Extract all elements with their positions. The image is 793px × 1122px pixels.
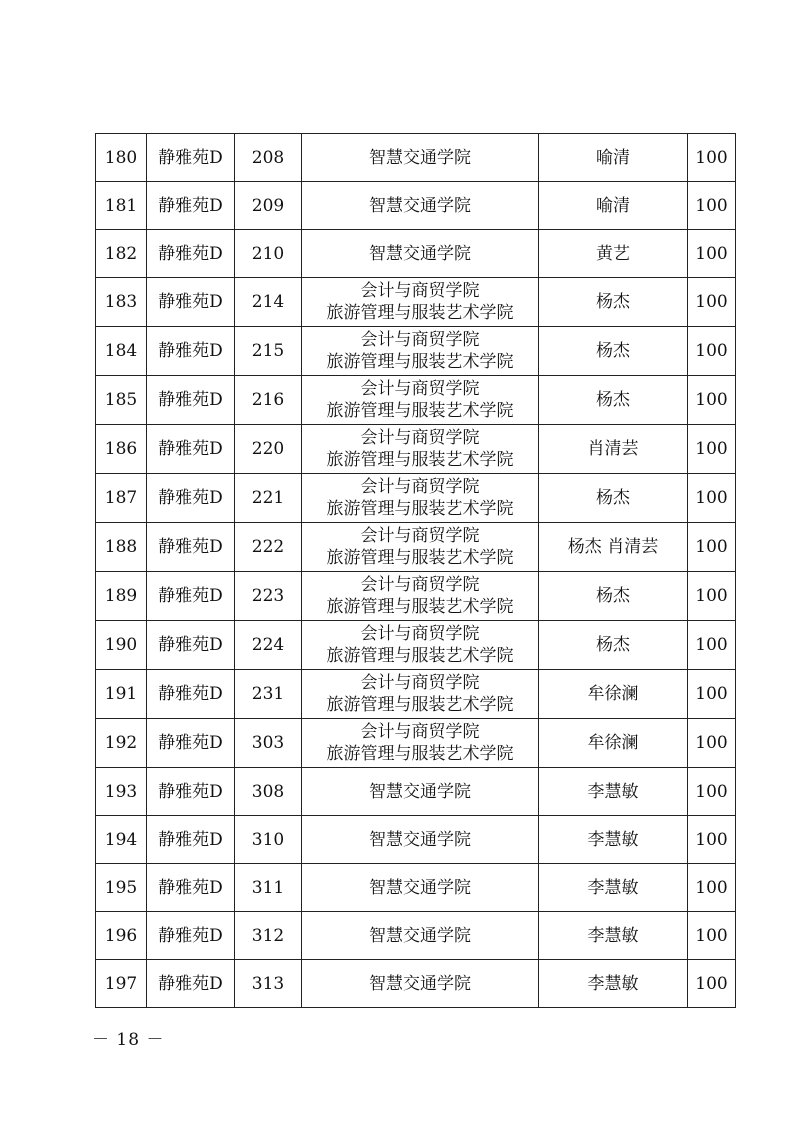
person-in-charge-cell: 杨杰 [539,572,688,621]
room-number-cell: 303 [235,719,302,768]
room-number-cell: 214 [235,278,302,327]
room-number-cell: 222 [235,523,302,572]
score-cell: 100 [688,816,736,864]
college-cell [302,474,539,523]
person-in-charge-cell: 杨杰 [539,621,688,670]
room-number-cell: 310 [235,816,302,864]
score-cell: 100 [688,134,736,182]
room-number-cell: 224 [235,621,302,670]
table-row [96,134,736,182]
score-cell: 100 [688,523,736,572]
college-name: 旅游管理与服装艺术学院 [326,744,514,764]
table-row [96,474,736,523]
row-number-cell: 197 [96,960,147,1008]
table-row [96,719,736,768]
room-number-cell: 220 [235,425,302,474]
table-row [96,182,736,230]
college-cell [302,621,539,670]
building-cell: 静雅苑D [147,960,235,1008]
table-row [96,523,736,572]
score-cell: 100 [688,768,736,816]
college-cell [302,278,539,327]
room-number-cell: 209 [235,182,302,230]
building-cell: 静雅苑D [147,621,235,670]
college-name: 智慧交通学院 [369,781,471,802]
row-number-cell: 185 [96,376,147,425]
row-number-cell: 195 [96,864,147,912]
college-cell [302,134,539,182]
college-cell [302,327,539,376]
person-in-charge-cell: 杨杰 [539,474,688,523]
building-cell: 静雅苑D [147,912,235,960]
room-number-cell: 312 [235,912,302,960]
building-cell: 静雅苑D [147,425,235,474]
table-row [96,670,736,719]
table-row [96,864,736,912]
score-cell: 100 [688,912,736,960]
college-cell [302,572,539,621]
college-name: 旅游管理与服装艺术学院 [326,646,514,666]
room-number-cell: 216 [235,376,302,425]
building-cell: 静雅苑D [147,182,235,230]
person-in-charge-cell: 牟徐澜 [539,670,688,719]
row-number-cell: 181 [96,182,147,230]
college-name: 智慧交通学院 [369,147,471,168]
room-number-cell: 311 [235,864,302,912]
college-cell [302,719,539,768]
room-number-cell: 208 [235,134,302,182]
person-in-charge-cell: 李慧敏 [539,960,688,1008]
college-name: 旅游管理与服装艺术学院 [326,303,514,323]
college-name: 会计与商贸学院 [360,281,480,301]
college-name: 旅游管理与服装艺术学院 [326,450,514,470]
row-number-cell: 180 [96,134,147,182]
person-in-charge-cell: 李慧敏 [539,912,688,960]
table-row [96,621,736,670]
college-cell [302,376,539,425]
college-name: 智慧交通学院 [369,243,471,264]
row-number-cell: 183 [96,278,147,327]
person-in-charge-cell: 杨杰 [539,327,688,376]
college-name: 旅游管理与服装艺术学院 [326,597,514,617]
row-number-cell: 192 [96,719,147,768]
score-cell: 100 [688,278,736,327]
college-cell [302,816,539,864]
college-name: 会计与商贸学院 [360,330,480,350]
room-number-cell: 223 [235,572,302,621]
table-row [96,230,736,278]
college-cell [302,425,539,474]
building-cell: 静雅苑D [147,230,235,278]
room-number-cell: 221 [235,474,302,523]
score-cell: 100 [688,864,736,912]
college-name: 旅游管理与服装艺术学院 [326,695,514,715]
score-cell: 100 [688,572,736,621]
college-name: 会计与商贸学院 [360,575,480,595]
room-number-cell: 231 [235,670,302,719]
score-cell: 100 [688,670,736,719]
row-number-cell: 190 [96,621,147,670]
college-name: 会计与商贸学院 [360,526,480,546]
college-name: 会计与商贸学院 [360,379,480,399]
table-row [96,278,736,327]
score-cell: 100 [688,474,736,523]
row-number-cell: 184 [96,327,147,376]
building-cell: 静雅苑D [147,278,235,327]
score-cell: 100 [688,376,736,425]
college-name: 智慧交通学院 [369,195,471,216]
college-name: 旅游管理与服装艺术学院 [326,499,514,519]
college-cell [302,912,539,960]
college-cell [302,960,539,1008]
table-row [96,960,736,1008]
room-number-cell: 313 [235,960,302,1008]
person-in-charge-cell: 杨杰 [539,376,688,425]
row-number-cell: 193 [96,768,147,816]
college-cell [302,670,539,719]
college-name: 旅游管理与服装艺术学院 [326,352,514,372]
building-cell: 静雅苑D [147,816,235,864]
person-in-charge-cell: 喻清 [539,182,688,230]
score-cell: 100 [688,327,736,376]
row-number-cell: 189 [96,572,147,621]
person-in-charge-cell: 喻清 [539,134,688,182]
table-row [96,376,736,425]
score-cell: 100 [688,621,736,670]
row-number-cell: 196 [96,912,147,960]
college-cell [302,230,539,278]
table-row [96,912,736,960]
college-name: 智慧交通学院 [369,925,471,946]
table-body [96,134,736,1008]
table-row [96,816,736,864]
table-row [96,327,736,376]
room-number-cell: 210 [235,230,302,278]
college-name: 旅游管理与服装艺术学院 [326,401,514,421]
table-row [96,425,736,474]
score-cell: 100 [688,182,736,230]
score-cell: 100 [688,230,736,278]
person-in-charge-cell: 黄艺 [539,230,688,278]
college-name: 会计与商贸学院 [360,673,480,693]
row-number-cell: 186 [96,425,147,474]
building-cell: 静雅苑D [147,327,235,376]
row-number-cell: 194 [96,816,147,864]
room-number-cell: 308 [235,768,302,816]
person-in-charge-cell: 杨杰 [539,278,688,327]
person-in-charge-cell: 李慧敏 [539,816,688,864]
table-row [96,572,736,621]
room-number-cell: 215 [235,327,302,376]
building-cell: 静雅苑D [147,572,235,621]
row-number-cell: 182 [96,230,147,278]
college-cell [302,523,539,572]
building-cell: 静雅苑D [147,768,235,816]
college-name: 智慧交通学院 [369,973,471,994]
score-cell: 100 [688,719,736,768]
row-number-cell: 188 [96,523,147,572]
person-in-charge-cell: 杨杰 肖清芸 [539,523,688,572]
score-cell: 100 [688,960,736,1008]
person-in-charge-cell: 肖清芸 [539,425,688,474]
college-name: 智慧交通学院 [369,829,471,850]
person-in-charge-cell: 牟徐澜 [539,719,688,768]
college-name: 会计与商贸学院 [360,624,480,644]
college-cell [302,864,539,912]
building-cell: 静雅苑D [147,670,235,719]
dormitory-inspection-table [95,133,736,1008]
college-name: 会计与商贸学院 [360,722,480,742]
row-number-cell: 187 [96,474,147,523]
score-cell: 100 [688,425,736,474]
college-name: 会计与商贸学院 [360,428,480,448]
building-cell: 静雅苑D [147,719,235,768]
building-cell: 静雅苑D [147,523,235,572]
college-name: 会计与商贸学院 [360,477,480,497]
person-in-charge-cell: 李慧敏 [539,864,688,912]
college-cell [302,768,539,816]
building-cell: 静雅苑D [147,376,235,425]
table-row [96,768,736,816]
college-name: 智慧交通学院 [369,877,471,898]
person-in-charge-cell: 李慧敏 [539,768,688,816]
building-cell: 静雅苑D [147,134,235,182]
college-cell [302,182,539,230]
building-cell: 静雅苑D [147,864,235,912]
row-number-cell: 191 [96,670,147,719]
building-cell: 静雅苑D [147,474,235,523]
page-number: － 18 － [92,1030,165,1050]
college-name: 旅游管理与服装艺术学院 [326,548,514,568]
